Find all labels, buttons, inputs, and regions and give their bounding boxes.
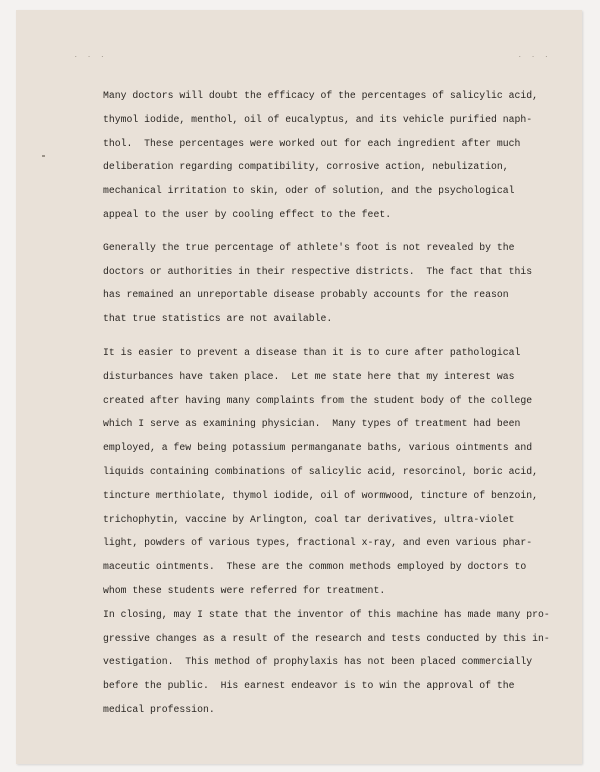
paragraph	[103, 341, 539, 603]
text-line: Generally the true percentage of athlete's foot is not revealed by the	[103, 241, 515, 253]
paragraph	[103, 236, 533, 331]
text-line: has remained an unreportable disease probably accounts for the reason	[103, 289, 509, 301]
text-line: that true statistics are not available.	[103, 313, 333, 325]
text-line: It is easier to prevent a disease than it is to cure after pathological	[103, 346, 521, 358]
text-line: mechanical irritation to skin, oder of solution, and the psychological	[103, 185, 515, 197]
text-line: deliberation regarding compatibility, corrosive action, nebulization,	[103, 161, 509, 173]
text-line: gressive changes as a result of the research and tests conducted by this in-	[103, 632, 550, 644]
text-line: doctors or authorities in their respective districts. The fact that this	[103, 265, 533, 277]
text-line: Many doctors will doubt the efficacy of the percentages of salicylic acid,	[103, 90, 539, 101]
text-line: before the public. His earnest endeavor is to win the approval of the	[103, 680, 515, 692]
text-line: which I serve as examining physician. Many types of treatment had been	[103, 418, 521, 430]
text-line: maceutic ointments. These are the common methods employed by doctors to	[103, 561, 527, 573]
text-line: thol. These percentages were worked out for each ingredient after much	[103, 137, 521, 149]
text-line: whom these students were referred for treatment.	[103, 584, 386, 596]
text-line: created after having many complaints from the student body of the college	[103, 394, 533, 406]
text-line: disturbances have taken place. Let me state here that my interest was	[103, 370, 515, 382]
text-line: appeal to the user by cooling effect to the feet.	[103, 208, 392, 220]
text-line: tincture merthiolate, thymol iodide, oil of wormwood, tincture of benzoin,	[103, 489, 539, 501]
text-line: medical profession.	[103, 703, 215, 715]
text-line: In closing, may I state that the inventor of this machine has made many pro-	[103, 608, 550, 620]
body-text	[103, 84, 550, 722]
header-mark-right: . . .	[518, 52, 552, 59]
text-line: thymol iodide, menthol, oil of eucalyptus, and its vehicle purified naph-	[103, 113, 533, 125]
text-line: vestigation. This method of prophylaxis has not been placed commercially	[103, 656, 533, 668]
text-line: employed, a few being potassium permanganate baths, various ointments and	[103, 442, 533, 454]
text-line: liquids containing combinations of salicylic acid, resorcinol, boric acid,	[103, 465, 539, 477]
paragraph	[103, 84, 539, 227]
margin-mark	[42, 155, 45, 157]
paragraph	[103, 603, 550, 722]
header-mark-left: . . .	[74, 52, 108, 59]
text-line: light, powders of various types, fractional x-ray, and even various phar-	[103, 537, 533, 549]
text-line: trichophytin, vaccine by Arlington, coal tar derivatives, ultra-violet	[103, 513, 515, 525]
